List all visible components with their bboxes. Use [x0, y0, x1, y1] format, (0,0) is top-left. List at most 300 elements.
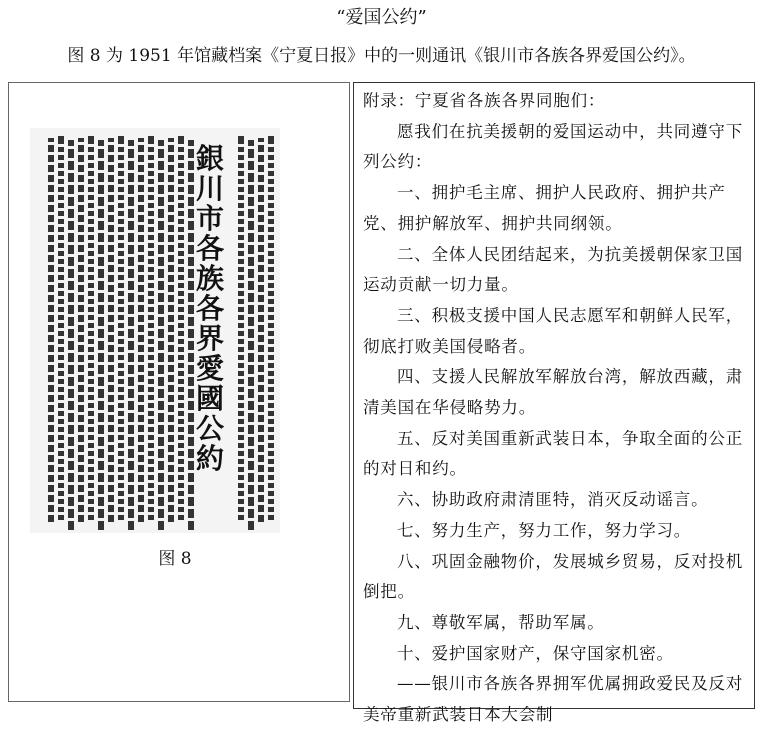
scan-glyph — [118, 219, 124, 224]
scan-glyph — [98, 389, 104, 398]
scan-glyph — [238, 451, 244, 456]
scan-glyph — [188, 317, 194, 326]
scan-glyph — [158, 149, 164, 158]
scan-glyph — [88, 243, 94, 248]
scan-glyph — [268, 227, 274, 232]
scan-glyph — [258, 395, 264, 402]
scan-glyph — [148, 459, 154, 464]
scan-glyph — [68, 305, 74, 314]
scan-glyph — [268, 451, 274, 456]
scan-glyph — [68, 473, 74, 482]
scan-glyph — [138, 205, 144, 212]
scan-glyph — [148, 419, 154, 424]
scan-glyph — [148, 403, 154, 408]
scan-glyph — [48, 315, 54, 322]
scan-glyph — [78, 425, 84, 432]
scan-glyph — [68, 245, 74, 254]
scan-glyph — [88, 136, 94, 144]
scan-glyph — [188, 233, 194, 242]
scan-glyph — [118, 147, 124, 152]
scan-glyph — [178, 443, 184, 448]
scan-glyph — [78, 225, 84, 232]
scan-glyph — [58, 459, 64, 464]
scan-glyph — [178, 267, 184, 272]
scan-glyph — [238, 136, 244, 144]
scan-glyph — [118, 136, 124, 144]
scan-glyph — [48, 195, 54, 202]
scan-glyph — [178, 515, 184, 520]
scan-glyph — [128, 365, 134, 374]
scan-glyph — [58, 395, 64, 400]
scan-glyph — [58, 419, 64, 424]
scan-glyph — [178, 227, 184, 232]
scan-glyph — [48, 405, 54, 412]
scan-glyph — [158, 197, 164, 206]
scan-glyph — [128, 185, 134, 194]
scan-glyph — [148, 435, 154, 440]
scan-glyph — [248, 473, 254, 482]
scan-glyph — [258, 155, 264, 162]
scan-glyph — [98, 461, 104, 470]
pact-item: 三、积极支援中国人民志愿军和朝鲜人民军，彻底打败美国侵略者。 — [363, 305, 743, 356]
scan-glyph — [148, 291, 154, 296]
scan-glyph — [148, 283, 154, 288]
scan-glyph — [158, 521, 164, 530]
scan-glyph — [88, 443, 94, 448]
scan-glyph — [98, 449, 104, 458]
scan-glyph — [88, 451, 94, 456]
scan-glyph — [138, 425, 144, 432]
scan-glyph — [98, 497, 104, 506]
scan-glyph — [178, 323, 184, 328]
scan-glyph — [58, 211, 64, 216]
scan-glyph — [148, 259, 154, 264]
scan-glyph — [158, 185, 164, 194]
scan-glyph — [98, 473, 104, 482]
scan-glyph — [138, 255, 144, 262]
scan-glyph — [118, 499, 124, 504]
scan-glyph — [268, 243, 274, 248]
scan-glyph — [138, 265, 144, 272]
scan-glyph — [118, 299, 124, 304]
scan-glyph — [88, 507, 94, 512]
scan-glyph — [128, 233, 134, 242]
scan-glyph — [248, 140, 254, 146]
scan-glyph — [48, 265, 54, 272]
scan-glyph — [178, 411, 184, 416]
scan-glyph — [138, 465, 144, 472]
scan-glyph — [58, 427, 64, 432]
scan-glyph — [168, 185, 174, 192]
scan-glyph — [118, 315, 124, 320]
scan-glyph — [238, 299, 244, 304]
scan-glyph — [78, 385, 84, 392]
scan-glyph — [118, 307, 124, 312]
scan-glyph — [118, 187, 124, 192]
scan-glyph — [258, 365, 264, 372]
scan-glyph — [138, 235, 144, 242]
scan-glyph — [168, 295, 174, 302]
scan-glyph — [248, 509, 254, 518]
scan-glyph — [148, 515, 154, 520]
scan-glyph — [58, 475, 64, 480]
scan-glyph — [138, 395, 144, 402]
scan-glyph — [248, 149, 254, 158]
scan-glyph — [118, 507, 124, 512]
scan-glyph — [58, 307, 64, 312]
scan-glyph — [168, 435, 174, 442]
scan-glyph — [168, 145, 174, 152]
document-signature: ——银川市各族各界拥军优属拥政爱民及反对美帝重新武装日本大会制 — [363, 674, 743, 725]
scan-glyph — [78, 335, 84, 342]
scan-glyph — [268, 387, 274, 392]
pact-item: 十、爱护国家财产，保守国家机密。 — [397, 643, 674, 663]
figure-label: 图 8 — [158, 549, 192, 569]
scan-glyph — [148, 355, 154, 360]
scan-glyph — [88, 275, 94, 280]
scan-glyph — [58, 315, 64, 320]
scan-glyph — [268, 403, 274, 408]
scan-glyph — [238, 339, 244, 344]
scan-glyph — [118, 411, 124, 416]
scan-glyph — [108, 215, 114, 222]
scan-glyph — [88, 235, 94, 240]
scan-glyph — [118, 291, 124, 296]
scan-glyph — [188, 389, 194, 398]
scan-glyph — [258, 285, 264, 292]
scan-glyph — [238, 219, 244, 224]
scan-glyph — [68, 161, 74, 170]
scan-glyph — [168, 275, 174, 282]
scan-glyph — [68, 281, 74, 290]
scan-glyph — [108, 205, 114, 212]
scan-glyph — [178, 147, 184, 152]
scan-glyph — [268, 459, 274, 464]
scan-glyph — [128, 245, 134, 254]
scan-glyph — [78, 295, 84, 302]
scan-glyph — [88, 227, 94, 232]
scan-glyph — [108, 415, 114, 422]
scan-glyph — [268, 136, 274, 144]
scan-glyph — [258, 435, 264, 442]
scan-glyph — [158, 281, 164, 290]
scan-glyph — [48, 325, 54, 332]
scan-glyph — [118, 379, 124, 384]
scan-glyph — [48, 375, 54, 382]
scan-glyph — [68, 317, 74, 326]
scan-glyph — [78, 265, 84, 272]
newspaper-scan-image — [30, 128, 280, 533]
scan-glyph — [108, 465, 114, 472]
scan-glyph — [78, 495, 84, 502]
scan-glyph — [248, 521, 254, 530]
scan-glyph — [248, 401, 254, 410]
newspaper-scan-graphic — [30, 128, 280, 533]
scan-glyph — [128, 317, 134, 326]
scan-glyph — [138, 405, 144, 412]
scan-glyph — [138, 295, 144, 302]
scan-glyph — [148, 443, 154, 448]
scan-glyph — [68, 413, 74, 422]
scan-glyph — [138, 345, 144, 352]
scan-glyph — [48, 225, 54, 232]
scan-glyph — [128, 509, 134, 518]
scan-glyph — [268, 179, 274, 184]
scan-glyph — [118, 363, 124, 368]
scan-glyph — [148, 299, 154, 304]
scan-glyph — [138, 215, 144, 222]
scan-glyph — [58, 219, 64, 224]
scan-glyph — [88, 419, 94, 424]
scan-glyph — [118, 347, 124, 352]
scan-glyph — [248, 365, 254, 374]
scan-glyph — [248, 233, 254, 242]
scan-glyph — [128, 305, 134, 314]
scan-glyph — [188, 140, 194, 146]
scan-glyph — [118, 427, 124, 432]
scan-glyph — [58, 187, 64, 192]
scan-glyph — [238, 179, 244, 184]
scan-glyph — [158, 389, 164, 398]
scan-glyph — [68, 365, 74, 374]
scan-glyph — [48, 515, 54, 522]
scan-glyph — [108, 355, 114, 362]
scan-glyph — [78, 345, 84, 352]
scan-glyph — [88, 427, 94, 432]
scan-glyph — [88, 379, 94, 384]
scan-glyph — [68, 149, 74, 158]
scan-glyph — [48, 285, 54, 292]
scan-glyph — [238, 435, 244, 440]
scan-glyph — [48, 205, 54, 212]
scan-glyph — [78, 445, 84, 452]
scan-glyph — [268, 291, 274, 296]
scan-glyph — [238, 467, 244, 472]
scan-glyph — [108, 375, 114, 382]
scan-glyph — [98, 197, 104, 206]
scan-glyph — [168, 155, 174, 162]
scan-glyph — [188, 461, 194, 470]
scan-glyph — [178, 136, 184, 144]
scan-glyph — [268, 155, 274, 160]
scan-glyph — [128, 281, 134, 290]
scan-glyph — [158, 317, 164, 326]
scan-glyph — [188, 197, 194, 206]
scan-glyph — [158, 425, 164, 434]
scan-glyph — [68, 209, 74, 218]
scan-glyph — [168, 138, 174, 142]
scan-glyph — [268, 163, 274, 168]
scan-glyph — [258, 245, 264, 252]
scan-glyph — [78, 245, 84, 252]
scan-glyph — [168, 395, 174, 402]
scan-glyph — [138, 375, 144, 382]
scan-glyph — [238, 427, 244, 432]
scan-glyph — [268, 299, 274, 304]
scan-glyph — [58, 203, 64, 208]
scan-glyph — [248, 281, 254, 290]
scan-glyph — [48, 505, 54, 512]
scan-glyph — [258, 445, 264, 452]
scan-glyph — [138, 485, 144, 492]
scan-glyph — [268, 323, 274, 328]
scan-glyph — [58, 195, 64, 200]
scan-glyph — [188, 185, 194, 194]
scan-glyph — [178, 299, 184, 304]
scan-glyph — [88, 339, 94, 344]
scan-glyph — [158, 233, 164, 242]
scan-glyph — [268, 211, 274, 216]
scan-glyph — [138, 245, 144, 252]
scan-glyph — [168, 405, 174, 412]
scan-glyph — [178, 451, 184, 456]
scan-glyph — [168, 195, 174, 202]
scan-glyph — [98, 485, 104, 494]
scan-glyph — [88, 147, 94, 152]
scan-glyph — [48, 175, 54, 182]
scan-glyph — [108, 495, 114, 502]
scan-glyph — [168, 455, 174, 462]
scan-glyph — [268, 419, 274, 424]
scan-glyph — [108, 425, 114, 432]
scan-glyph — [238, 363, 244, 368]
scan-glyph — [78, 405, 84, 412]
scan-glyph — [58, 411, 64, 416]
scan-glyph — [108, 245, 114, 252]
scan-glyph — [258, 355, 264, 362]
scan-glyph — [88, 483, 94, 488]
pact-item: 一、拥护毛主席、拥护人民政府、拥护共产党、拥护解放军、拥护共同纲领。 — [363, 183, 726, 233]
scan-glyph — [78, 315, 84, 322]
headline-char: 各 — [196, 232, 225, 265]
scan-glyph — [118, 515, 124, 520]
scan-glyph — [188, 245, 194, 254]
scan-glyph — [48, 138, 54, 142]
scan-glyph — [48, 345, 54, 352]
scan-glyph — [98, 293, 104, 302]
scan-glyph — [168, 215, 174, 222]
scan-glyph — [158, 209, 164, 218]
scan-glyph — [188, 257, 194, 266]
scan-glyph — [258, 315, 264, 322]
scan-glyph — [138, 475, 144, 482]
scan-glyph — [88, 491, 94, 496]
scan-glyph — [168, 225, 174, 232]
scan-glyph — [268, 307, 274, 312]
scan-glyph — [108, 305, 114, 312]
scan-glyph — [188, 209, 194, 218]
scan-glyph — [68, 140, 74, 146]
scan-glyph — [108, 325, 114, 332]
scan-glyph — [58, 467, 64, 472]
scan-glyph — [98, 185, 104, 194]
pact-item: 九、尊敬军属，帮助军属。 — [397, 612, 605, 632]
scan-glyph — [158, 437, 164, 446]
scan-glyph — [178, 171, 184, 176]
scan-glyph — [138, 355, 144, 362]
scan-glyph — [108, 475, 114, 482]
scan-glyph — [268, 219, 274, 224]
scan-glyph — [168, 255, 174, 262]
scan-glyph — [238, 187, 244, 192]
scan-glyph — [238, 331, 244, 336]
scan-glyph — [178, 275, 184, 280]
scan-glyph — [238, 403, 244, 408]
scan-glyph — [158, 353, 164, 362]
scan-glyph — [148, 451, 154, 456]
scan-glyph — [88, 211, 94, 216]
scan-glyph — [148, 307, 154, 312]
scan-glyph — [248, 317, 254, 326]
headline-char: 族 — [196, 262, 225, 295]
scan-glyph — [58, 507, 64, 512]
scan-glyph — [58, 299, 64, 304]
scan-glyph — [138, 435, 144, 442]
scan-glyph — [238, 411, 244, 416]
scan-glyph — [248, 209, 254, 218]
scan-glyph — [148, 483, 154, 488]
scan-glyph — [58, 283, 64, 288]
scan-glyph — [128, 425, 134, 434]
scan-glyph — [158, 365, 164, 374]
scan-glyph — [128, 389, 134, 398]
scan-glyph — [168, 345, 174, 352]
scan-glyph — [188, 149, 194, 158]
document-header: 附录：宁夏省各族各界同胞们： — [363, 91, 606, 110]
scan-glyph — [158, 305, 164, 314]
scan-glyph — [58, 323, 64, 328]
scan-glyph — [128, 161, 134, 170]
scan-glyph — [238, 347, 244, 352]
scan-glyph — [88, 283, 94, 288]
scan-glyph — [118, 163, 124, 168]
scan-glyph — [78, 185, 84, 192]
scan-glyph — [48, 295, 54, 302]
scan-glyph — [268, 379, 274, 384]
scan-glyph — [148, 427, 154, 432]
scan-glyph — [108, 195, 114, 202]
scan-glyph — [48, 145, 54, 152]
scan-glyph — [98, 161, 104, 170]
scan-glyph — [88, 179, 94, 184]
scan-glyph — [268, 315, 274, 320]
scan-glyph — [268, 467, 274, 472]
scan-glyph — [178, 155, 184, 160]
scan-glyph — [118, 211, 124, 216]
scan-glyph — [168, 335, 174, 342]
scan-glyph — [88, 203, 94, 208]
scan-glyph — [68, 233, 74, 242]
scan-glyph — [118, 491, 124, 496]
scan-glyph — [248, 425, 254, 434]
scan-glyph — [258, 335, 264, 342]
page-title: “爱国公约” — [336, 7, 427, 28]
scan-glyph — [108, 315, 114, 322]
scan-glyph — [58, 371, 64, 376]
scan-glyph — [78, 465, 84, 472]
scan-glyph — [158, 461, 164, 470]
scan-glyph — [108, 265, 114, 272]
scan-glyph — [108, 235, 114, 242]
scan-glyph — [168, 465, 174, 472]
scan-glyph — [68, 497, 74, 506]
scan-glyph — [178, 307, 184, 312]
scan-glyph — [68, 509, 74, 518]
scan-glyph — [248, 497, 254, 506]
scan-glyph — [188, 473, 194, 482]
scan-glyph — [88, 515, 94, 520]
scan-glyph — [158, 449, 164, 458]
